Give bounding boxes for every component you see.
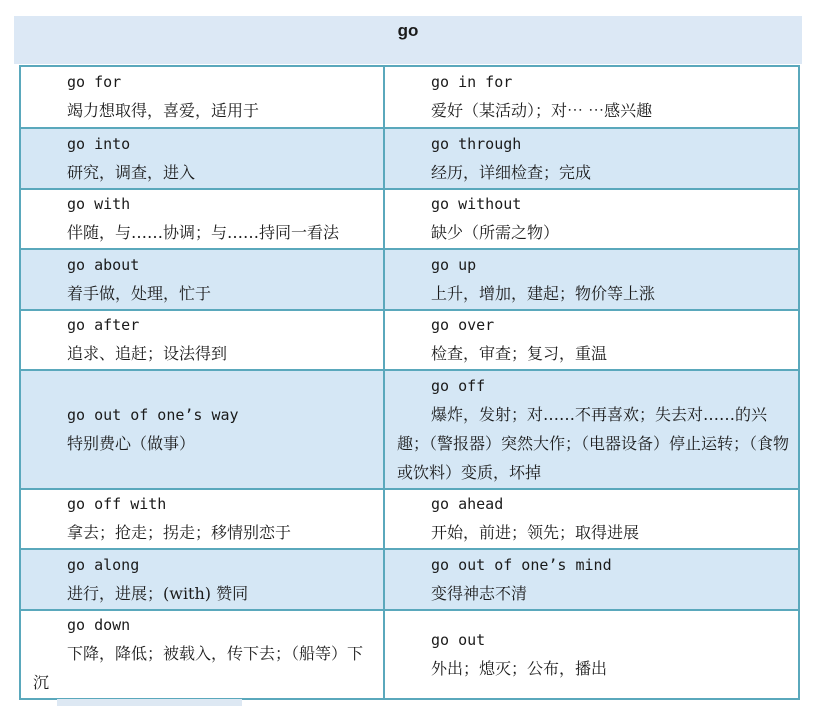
table-cell [20,489,384,549]
meaning: 爱好（某活动）；对⋯ ⋯感兴趣 [431,101,653,120]
table-title: go [14,16,802,64]
table-cell [384,66,799,128]
table-row [20,610,799,699]
phrase: go out of one’s way [67,405,239,424]
table-cell [20,66,384,128]
table-cell [20,310,384,370]
meaning: 伴随，与……协调；与……持同一看法 [67,223,340,242]
phrase: go up [431,255,477,274]
phrase: go through [431,134,522,153]
table-row [20,310,799,370]
meaning: 拿去；抢走；拐走；移情别恋于 [67,523,292,542]
table-row [20,370,799,489]
bottom-shade-strip [57,699,242,706]
phrase: go over [431,316,495,334]
table-cell [20,549,384,610]
phrase: go off with [67,495,167,513]
table-row [20,249,799,310]
table-cell [384,128,799,189]
table-cell [384,310,799,370]
meaning: 竭力想取得，喜爱，适用于 [67,101,260,120]
meaning: 开始，前进；领先；取得进展 [431,523,640,542]
table-cell [384,370,799,489]
phrase: go with [67,195,131,213]
meaning: 下降，降低；被载入，传下去；（船等）下沉 [33,644,364,692]
table-cell [384,249,799,310]
table-cell [20,128,384,189]
phrase: go after [67,316,140,334]
phrase: go into [67,134,131,153]
table-cell [20,189,384,249]
table-row [20,66,799,128]
table-row [20,489,799,549]
table-cell [384,549,799,610]
meaning: 研究，调查，进入 [67,162,196,182]
meaning: 上升，增加，建起；物价等上涨 [431,283,656,303]
table-cell [384,189,799,249]
meaning: 缺少（所需之物） [431,223,560,242]
phrase: go in for [431,73,513,91]
meaning: 爆炸，发射；对……不再喜欢；失去对……的兴趣；（警报器）突然大作；（电器设备）停止运转；（食物或饮料）变质，坏掉 [397,404,790,482]
table-row [20,189,799,249]
table-row [20,128,799,189]
phrase: go along [67,555,140,574]
meaning: 着手做，处理，忙于 [67,283,212,303]
phrase: go without [431,195,522,213]
table-cell [20,370,384,489]
meaning: 外出；熄灭；公布，播出 [431,658,608,678]
phrase: go down [67,616,131,634]
meaning: 进行，进展；(with) 赞同 [67,583,249,603]
phrase: go ahead [431,495,504,513]
phrase: go for [67,73,122,91]
phrase: go about [67,255,140,274]
phrase: go off [431,376,486,395]
table-cell [384,489,799,549]
phrase: go out [431,630,486,649]
table-row [20,549,799,610]
meaning: 经历，详细检查；完成 [431,162,592,182]
phrase-table [19,65,800,700]
phrase: go out of one’s mind [431,555,612,574]
meaning: 特别费心（做事） [67,433,196,453]
meaning: 变得神志不清 [431,583,528,603]
table-cell [20,610,384,699]
meaning: 追求、追赶；设法得到 [67,344,228,363]
meaning: 检查，审查；复习，重温 [431,344,608,363]
table-cell [20,249,384,310]
table-cell [384,610,799,699]
